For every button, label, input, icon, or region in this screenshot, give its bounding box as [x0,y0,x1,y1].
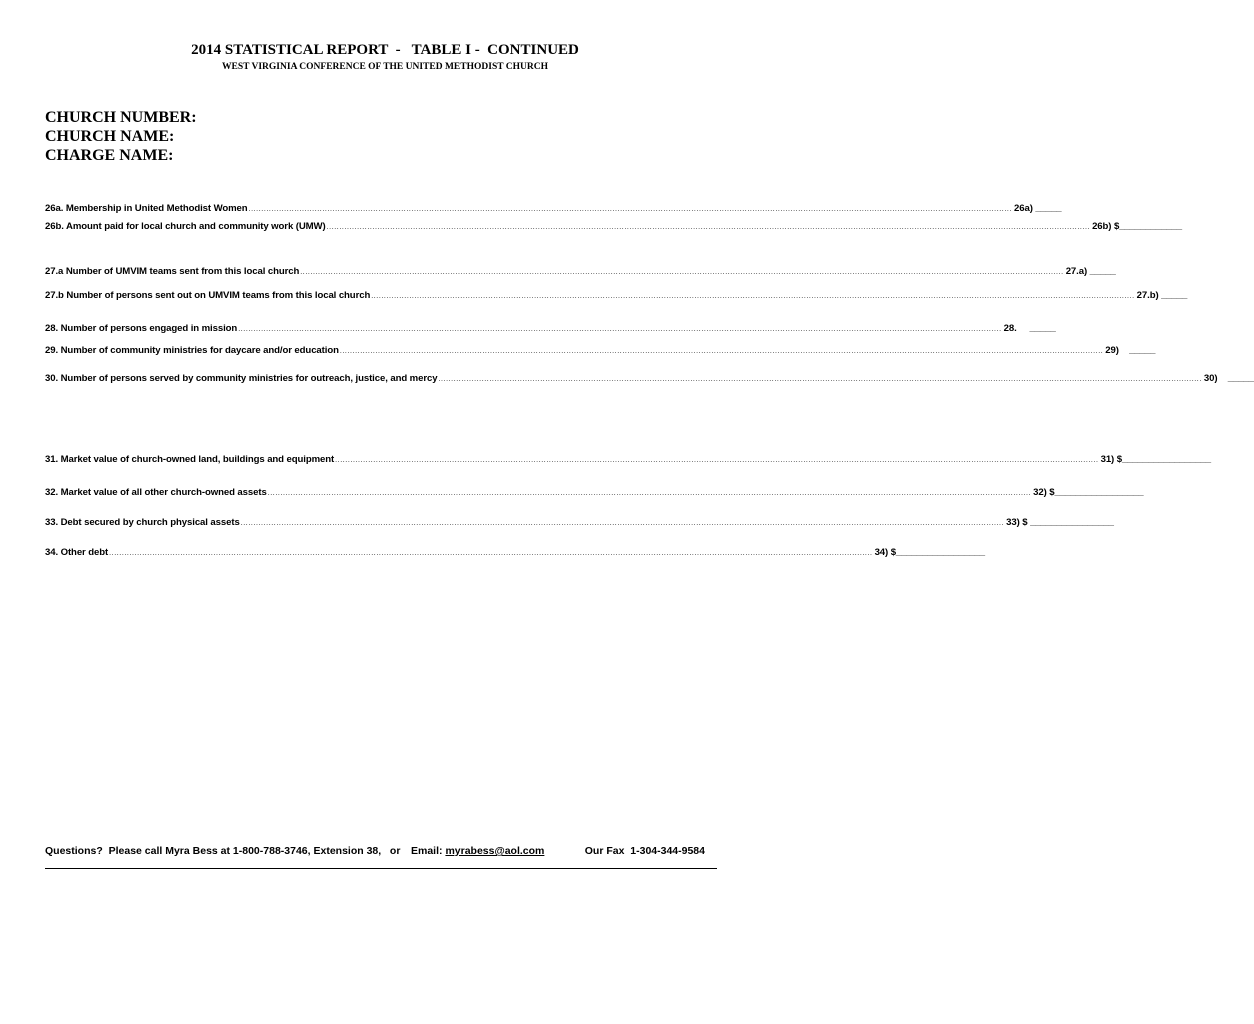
line-item-entry[interactable]: 33) $ ________________ [1006,517,1114,528]
dot-leader: ............................................................................................................................................................................................................................................................................................................ [267,490,1032,497]
dot-leader: ............................................................................................................................................................................................................................................................................................................ [109,550,873,557]
line-item-label: 33. Debt secured by church physical assets [45,517,240,528]
email-contact [411,845,544,857]
line-item-label: 34. Other debt [45,547,109,558]
line-item-29 [45,342,1156,356]
line-item-entry[interactable]: 28. _____ [1003,323,1056,334]
line-item-entry[interactable]: 27.a) _____ [1065,266,1116,277]
line-item-label: 30. Number of persons served by community ministries for outreach, justice, and mercy [45,373,438,384]
email-link[interactable]: myrabess@aol.com [445,845,545,857]
line-item-32 [45,484,1144,498]
line-item-entry[interactable]: 30) _____ [1203,373,1254,384]
line-item-label: 27.a Number of UMVIM teams sent from this local church [45,266,300,277]
line-item-31 [45,451,1211,465]
line-item-entry[interactable]: 27.b) _____ [1136,290,1188,301]
line-item-30 [45,370,1254,384]
email-label: Email: [411,845,446,857]
footer-divider [45,868,717,869]
line-item-27b [45,287,1188,301]
line-item-label: 29. Number of community ministries for daycare and/or education [45,345,339,356]
church-info [45,108,197,165]
contact-question: Questions? Please call Myra Bess at 1-800-788-3746, Extension 38, or [45,845,401,857]
line-item-27a [45,263,1116,277]
line-item-entry[interactable]: 32) $_________________ [1033,487,1144,498]
church-number-label: CHURCH NUMBER: [45,109,197,126]
dot-leader: ............................................................................................................................................................................................................................................................................................................ [300,269,1064,276]
line-item-26a [45,200,1062,214]
page-subtitle: WEST VIRGINIA CONFERENCE OF THE UNITED METHODIST CHURCH [222,62,548,72]
line-item-entry[interactable]: 34) $_________________ [874,547,985,558]
line-item-label: 32. Market value of all other church-owned assets [45,487,267,498]
footer-contact [45,845,717,859]
line-item-26b [45,218,1183,232]
line-item-label: 26a. Membership in United Methodist Women [45,203,248,214]
line-item-34 [45,544,985,558]
dot-leader: ............................................................................................................................................................................................................................................................................................................ [238,326,1002,333]
dot-leader: ............................................................................................................................................................................................................................................................................................................ [248,206,1012,213]
line-item-entry[interactable]: 31) $_________________ [1100,454,1211,465]
line-item-entry[interactable]: 26b) $____________ [1092,221,1183,232]
dot-leader: ............................................................................................................................................................................................................................................................................................................ [240,520,1005,527]
line-item-28 [45,320,1056,334]
line-item-label: 26b. Amount paid for local church and community work (UMW) [45,221,326,232]
line-item-33 [45,514,1114,528]
line-item-label: 28. Number of persons engaged in mission [45,323,238,334]
dot-leader: ............................................................................................................................................................................................................................................................................................................ [339,348,1104,355]
dot-leader: ............................................................................................................................................................................................................................................................................................................ [335,457,1099,464]
fax-number: Our Fax 1-304-344-9584 [584,845,705,857]
dot-leader: ............................................................................................................................................................................................................................................................................................................ [326,224,1091,231]
dot-leader: ............................................................................................................................................................................................................................................................................................................ [438,376,1202,383]
line-item-entry[interactable]: 26a) _____ [1014,203,1062,214]
line-item-label: 31. Market value of church-owned land, buildings and equipment [45,454,335,465]
page-title: 2014 STATISTICAL REPORT - TABLE I - CONTINUED [191,42,579,58]
dot-leader: ............................................................................................................................................................................................................................................................................................................ [371,293,1135,300]
charge-name-label: CHARGE NAME: [45,147,174,164]
line-item-entry[interactable]: 29) _____ [1105,345,1156,356]
church-name-label: CHURCH NAME: [45,128,175,145]
line-item-label: 27.b Number of persons sent out on UMVIM teams from this local church [45,290,371,301]
